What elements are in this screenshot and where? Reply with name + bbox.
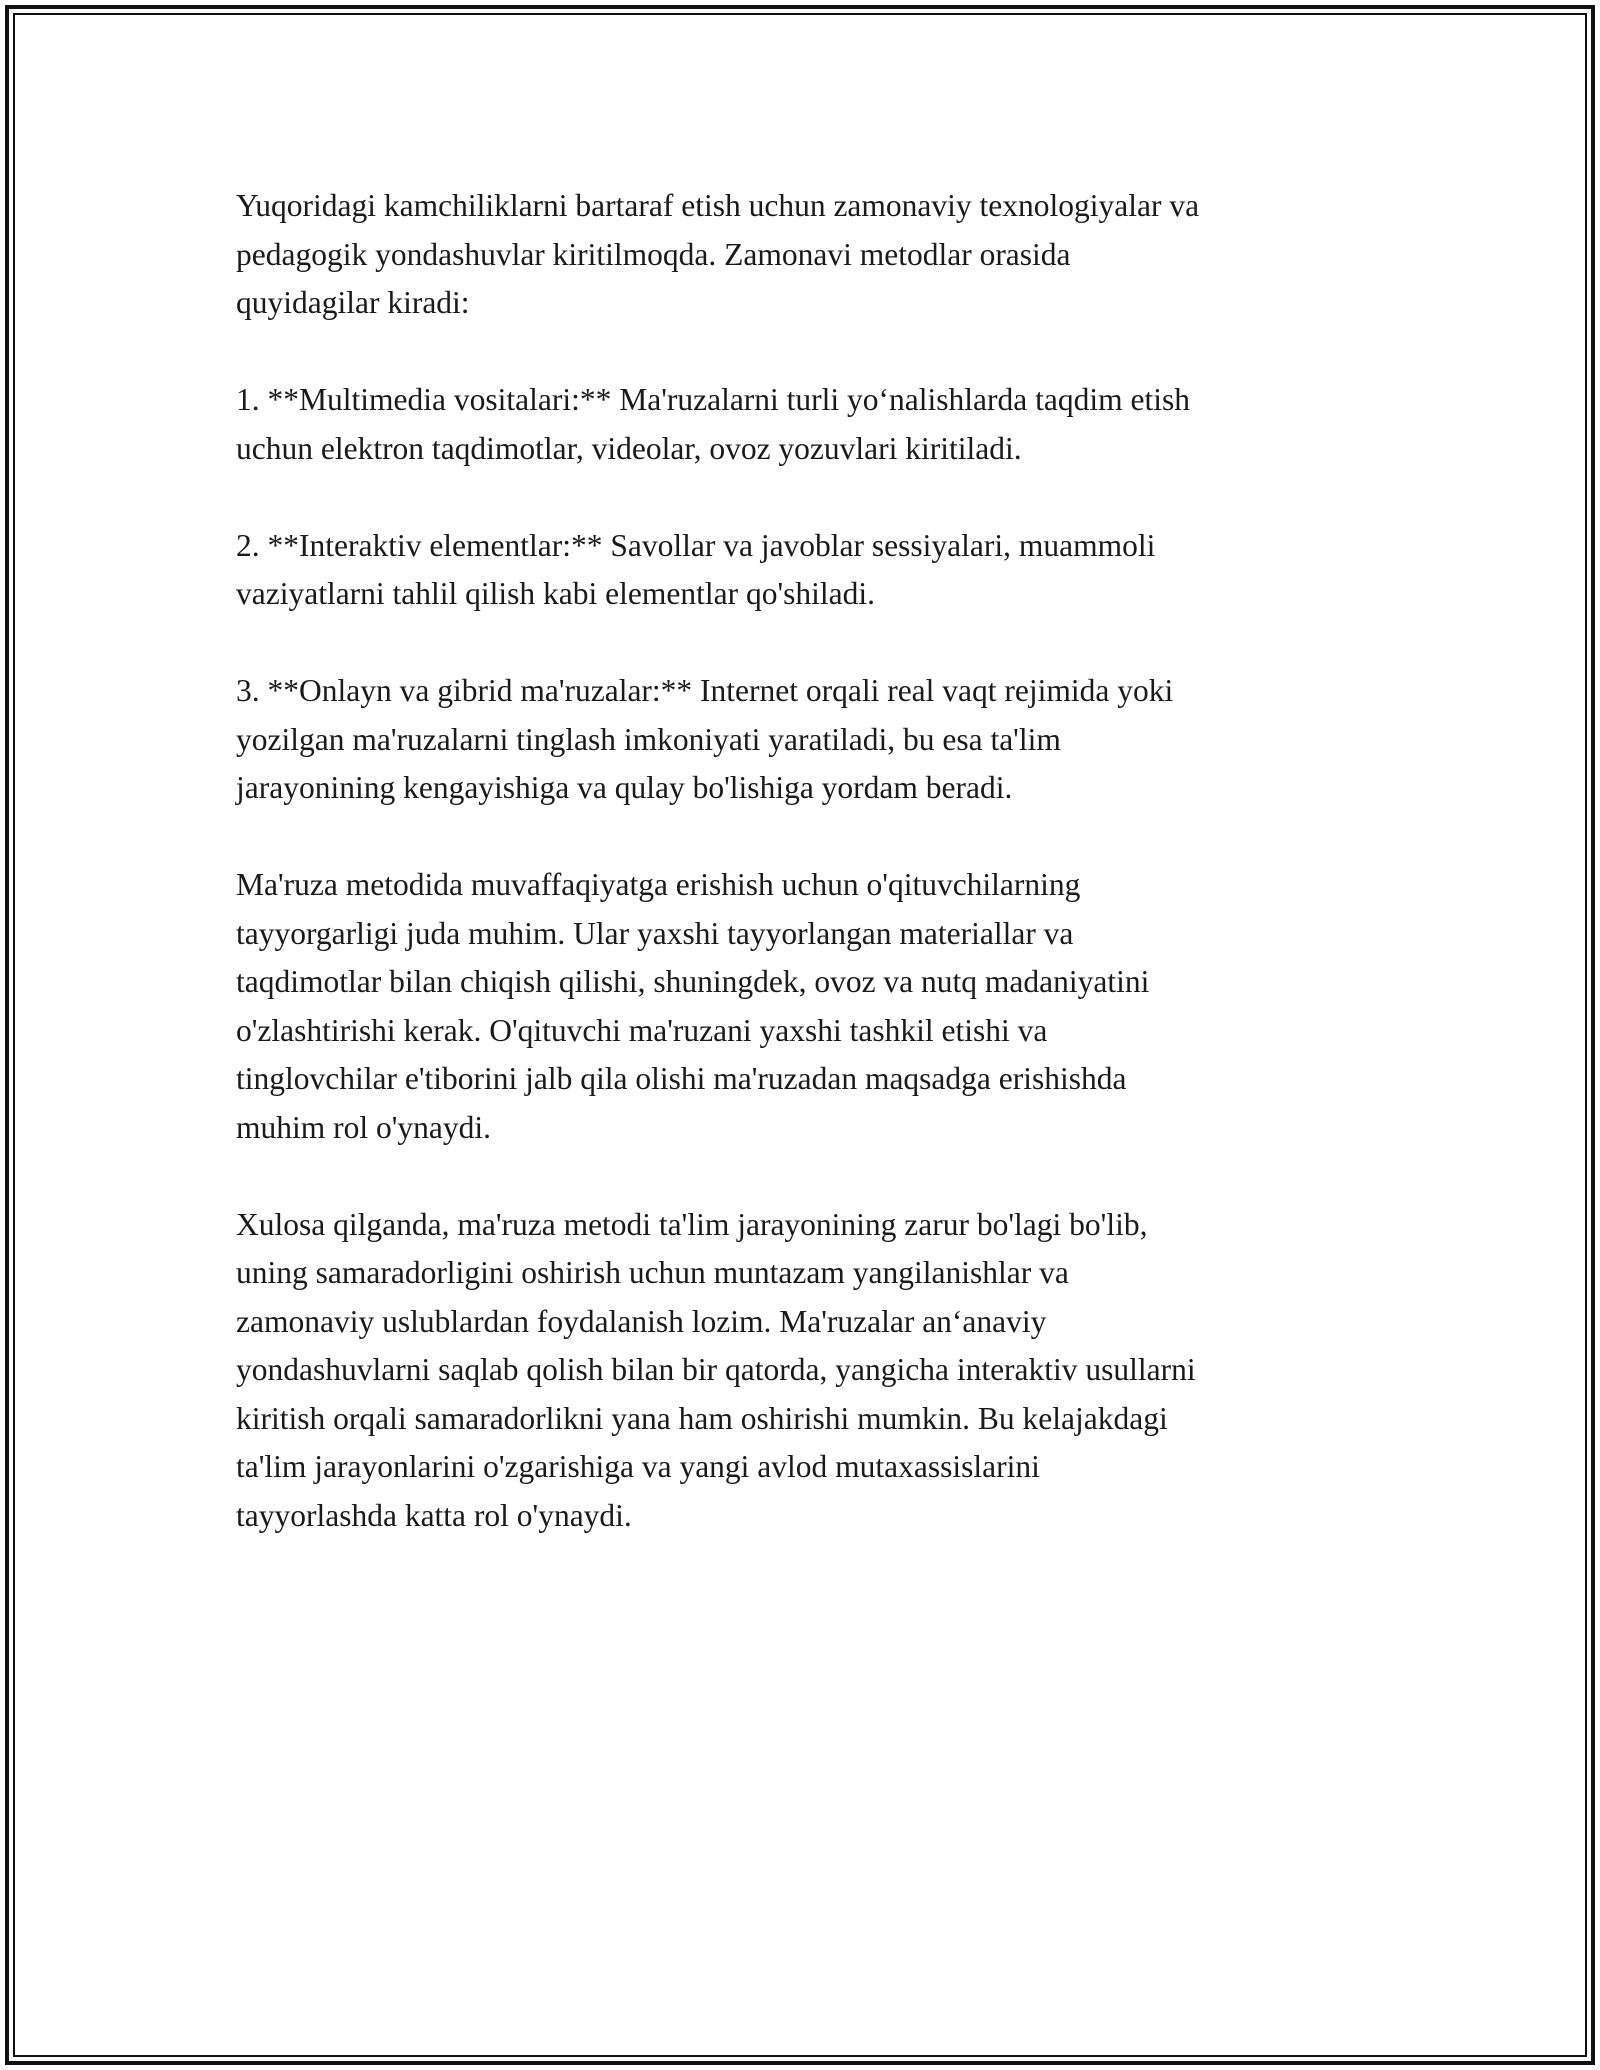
paragraph-conclusion: Xulosa qilganda, ma'ruza metodi ta'lim jarayonining zarur bo'lagi bo'lib, uning samaradorligini oshirish uchun muntazam yangilanishlar va zamonaviy uslublardan foydalanish lozim. Ma'ruzalar an‘anaviy yondashuvlarni saqlab qolish bilan bir qatorda, yangicha interaktiv usullarni kiritish orqali samaradorlikni yana ham oshirishi mumkin. Bu kelajakdagi ta'lim jarayonlarini o'zgarishiga va yangi avlod mutaxassislarini tayyorlashda katta rol o'ynaydi. (236, 1206, 1196, 1533)
document-body (236, 182, 1366, 1589)
list-item-multimedia: 1. **Multimedia vositalari:** Ma'ruzalarni turli yo‘nalishlarda taqdim etish uchun elektron taqdimotlar, videolar, ovoz yozuvlari kiritiladi. (236, 382, 1190, 466)
paragraph-teacher-preparation: Ma'ruza metodida muvaffaqiyatga erishish uchun o'qituvchilarning tayyorgarligi juda muhim. Ular yaxshi tayyorlangan materiallar va taqdimotlar bilan chiqish qilishi, shuningdek, ovoz va nutq madaniyatini o'zlashtirishi kerak. O'qituvchi ma'ruzani yaxshi tashkil etishi va tinglovchilar e'tiborini jalb qila olishi ma'ruzadan maqsadga erishishda muhim rol o'ynaydi. (236, 867, 1150, 1145)
list-item-interactive: 2. **Interaktiv elementlar:** Savollar va javoblar sessiyalari, muammoli vaziyatlarni tahlil qilish kabi elementlar qo'shiladi. (236, 527, 1156, 611)
list-item-online-hybrid: 3. **Onlayn va gibrid ma'ruzalar:** Internet orqali real vaqt rejimida yoki yozilgan ma'ruzalarni tinglash imkoniyati yaratiladi, bu esa ta'lim jarayonining kengayishiga va qulay bo'lishiga yordam beradi. (236, 673, 1174, 805)
paragraph-intro: Yuqoridagi kamchiliklarni bartaraf etish uchun zamonaviy texnologiyalar va pedagogik yondashuvlar kiritilmoqda. Zamonavi metodlar orasida quyidagilar kiradi: (236, 188, 1200, 320)
